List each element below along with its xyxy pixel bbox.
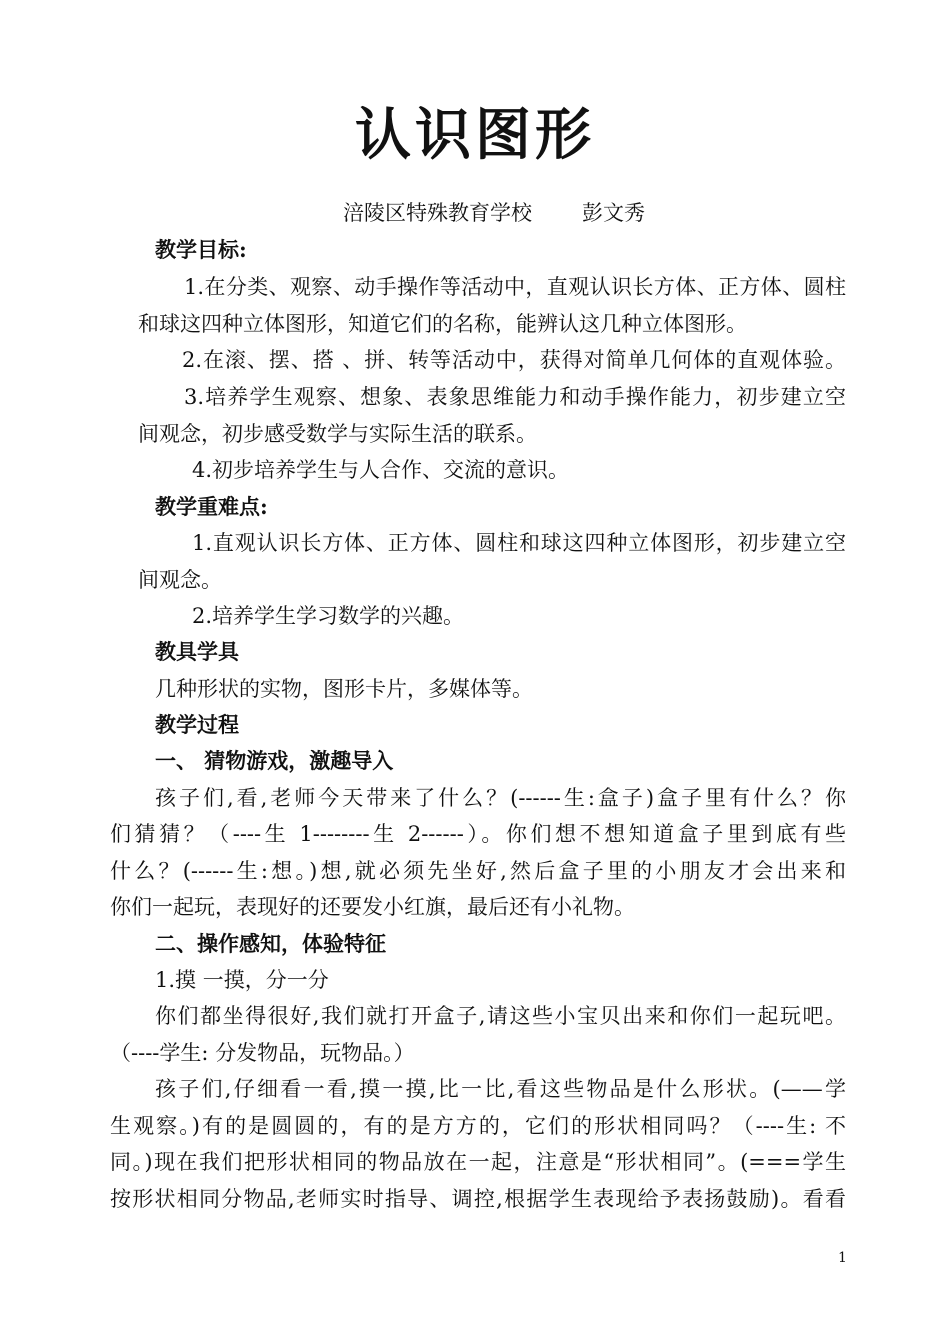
author-school: 涪陵区特殊教育学校 [343,201,532,225]
goal-3-line-2: 间观念，初步感受数学与实际生活的联系。 [138,422,537,446]
tools-text: 几种形状的实物，图形卡片，多媒体等。 [155,677,533,701]
paragraph-1-line-1: 孩子们,看,老师今天带来了什么？(------生:盒子)盒子里有什么？你 [155,786,846,810]
goal-1-line-1: 1.在分类、观察、动手操作等活动中，直观认识长方体、正方体、圆柱 [184,275,846,299]
goal-4: 4.初步培养学生与人合作、交流的意识。 [192,458,570,482]
keypoint-1-line-1: 1.直观认识长方体、正方体、圆柱和球这四种立体图形，初步建立空 [192,531,846,555]
process-heading: 教学过程 [155,712,239,737]
paragraph-2-line-1: 你们都坐得很好,我们就打开盒子,请这些小宝贝出来和你们一起玩吧。 [155,1004,846,1028]
paragraph-3-line-2: 生观察。)有的是圆圆的，有的是方方的，它们的形状相同吗？（----生: 不 [110,1114,846,1138]
goal-3-line-1: 3.培养学生观察、想象、表象思维能力和动手操作能力，初步建立空 [184,385,846,409]
page-number: 1 [838,1250,847,1266]
paragraph-1-line-2: 们猜猜？（----生 1--------生 2------）。你们想不想知道盒子里到底有些 [110,822,846,846]
goal-1-line-2: 和球这四种立体图形，知道它们的名称，能辨认这几种立体图形。 [138,312,747,336]
step-2-heading: 二、操作感知，体验特征 [155,931,386,956]
paragraph-1-line-4: 你们一起玩，表现好的还要发小红旗，最后还有小礼物。 [110,895,635,919]
document-title: 认识图形 [355,102,595,168]
keypoints-heading: 教学重难点: [155,494,268,519]
keypoint-2: 2.培养学生学习数学的兴趣。 [192,604,465,628]
goal-2: 2.在滚、摆、搭 、拼、转等活动中，获得对简单几何体的直观体验。 [182,348,846,372]
goals-heading: 教学目标: [155,237,247,262]
tools-heading: 教具学具 [155,639,239,664]
paragraph-2-line-2: （----学生: 分发物品，玩物品。） [110,1041,415,1065]
author-line [343,201,645,225]
paragraph-1-line-3: 什么？(------生:想。)想,就必须先坐好,然后盒子里的小朋友才会出来和 [110,859,846,883]
author-name: 彭文秀 [582,201,645,225]
paragraph-3-line-1: 孩子们,仔细看一看,摸一摸,比一比,看这些物品是什么形状。(——学 [155,1077,846,1101]
paragraph-3-line-4: 按形状相同分物品,老师实时指导、调控,根据学生表现给予表扬鼓励)。看看 [110,1187,846,1211]
step-1-heading: 一、 猜物游戏，激趣导入 [155,748,394,773]
sub-step-1: 1.摸 一摸，分一分 [155,968,329,992]
paragraph-3-line-3: 同。)现在我们把形状相同的物品放在一起，注意是“形状相同”。(===学生 [110,1150,846,1174]
keypoint-1-line-2: 间观念。 [138,568,222,592]
